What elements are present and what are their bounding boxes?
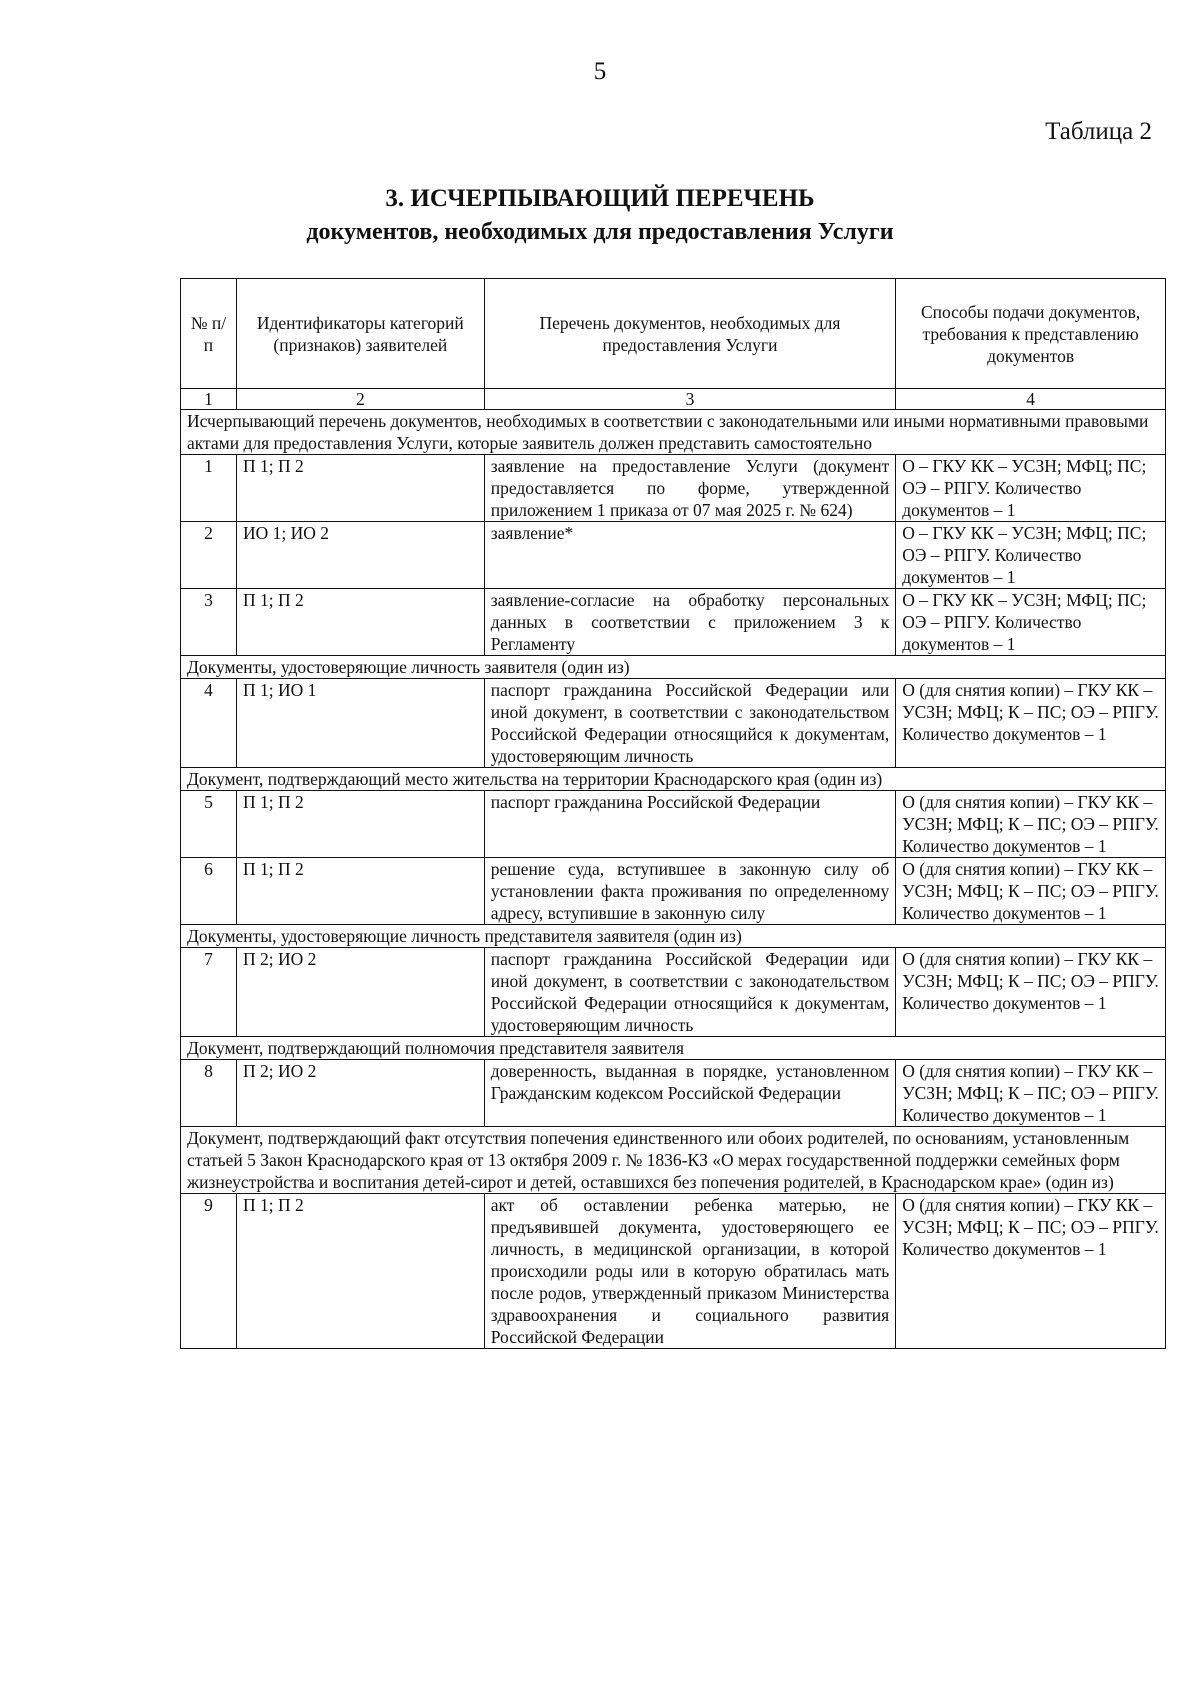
section-title: Исчерпывающий перечень документов, необходимых в соответствии с законодательными или иными нормативными правовыми актами для предоставления Услуги, которые заявитель должен представить самостоятельно xyxy=(181,410,1166,455)
row-category: П 1; П 2 xyxy=(236,455,484,522)
row-document: паспорт гражданина Российской Федерации иди иной документ, в соответствии с законодательством Российской Федерации относящийся к документам, удостоверяющим личность xyxy=(484,948,896,1037)
heading-title: 3. ИСЧЕРПЫВАЮЩИЙ ПЕРЕЧЕНЬ xyxy=(385,185,815,212)
row-document: решение суда, вступившее в законную силу об установлении факта проживания по определенному адресу, вступившие в законную силу xyxy=(484,858,896,925)
section-title: Документы, удостоверяющие личность заявителя (один из) xyxy=(181,656,1166,679)
row-method: О (для снятия копии) – ГКУ КК – УСЗН; МФЦ; К – ПС; ОЭ – РПГУ. Количество документов – 1 xyxy=(896,791,1166,858)
table-row xyxy=(181,589,1166,656)
row-method: О – ГКУ КК – УСЗН; МФЦ; ПС; ОЭ – РПГУ. Количество документов – 1 xyxy=(896,522,1166,589)
row-method: О (для снятия копии) – ГКУ КК – УСЗН; МФЦ; К – ПС; ОЭ – РПГУ. Количество документов – 1 xyxy=(896,1060,1166,1127)
row-method: О (для снятия копии) – ГКУ КК – УСЗН; МФЦ; К – ПС; ОЭ – РПГУ. Количество документов – 1 xyxy=(896,1194,1166,1349)
row-document: заявление* xyxy=(484,522,896,589)
row-num: 9 xyxy=(181,1194,237,1349)
row-category: П 1; П 2 xyxy=(236,791,484,858)
col-number: 3 xyxy=(484,389,896,410)
row-method: О – ГКУ КК – УСЗН; МФЦ; ПС; ОЭ – РПГУ. Количество документов – 1 xyxy=(896,589,1166,656)
table-row xyxy=(181,1194,1166,1349)
document-heading xyxy=(0,183,1200,249)
row-document: доверенность, выданная в порядке, установленном Гражданским кодексом Российской Федерации xyxy=(484,1060,896,1127)
row-category: ИО 1; ИО 2 xyxy=(236,522,484,589)
col-number: 4 xyxy=(896,389,1166,410)
row-num: 6 xyxy=(181,858,237,925)
row-category: П 1; П 2 xyxy=(236,589,484,656)
row-category: П 2; ИО 2 xyxy=(236,1060,484,1127)
column-numbers-row xyxy=(181,389,1166,410)
heading-subtitle: документов, необходимых для предоставления Услуги xyxy=(306,219,894,245)
table-row xyxy=(181,791,1166,858)
row-document: паспорт гражданина Российской Федерации xyxy=(484,791,896,858)
section-row xyxy=(181,410,1166,455)
row-num: 3 xyxy=(181,589,237,656)
section-row xyxy=(181,925,1166,948)
section-row xyxy=(181,656,1166,679)
header-category: Идентификаторы категорий (признаков) заявителей xyxy=(236,279,484,389)
section-title: Документы, удостоверяющие личность представителя заявителя (один из) xyxy=(181,925,1166,948)
header-documents: Перечень документов, необходимых для предоставления Услуги xyxy=(484,279,896,389)
row-num: 2 xyxy=(181,522,237,589)
row-num: 8 xyxy=(181,1060,237,1127)
table-row xyxy=(181,1060,1166,1127)
row-document: заявление-согласие на обработку персональных данных в соответствии с приложением 3 к Регламенту xyxy=(484,589,896,656)
row-category: П 1; П 2 xyxy=(236,858,484,925)
section-row xyxy=(181,1037,1166,1060)
row-method: О – ГКУ КК – УСЗН; МФЦ; ПС; ОЭ – РПГУ. Количество документов – 1 xyxy=(896,455,1166,522)
row-num: 1 xyxy=(181,455,237,522)
row-method: О (для снятия копии) – ГКУ КК – УСЗН; МФЦ; К – ПС; ОЭ – РПГУ. Количество документов – 1 xyxy=(896,948,1166,1037)
section-title: Документ, подтверждающий факт отсутствия попечения единственного или обоих родителей, по основаниям, установленным статьей 5 Закон Краснодарского края от 13 октября 2009 г. № 1836-КЗ «О мерах государственной поддержки семейных форм жизнеустройства и воспитания детей-сирот и детей, оставшихся без попечения родителей, в Краснодарском крае» (один из) xyxy=(181,1127,1166,1194)
table-row xyxy=(181,948,1166,1037)
col-number: 1 xyxy=(181,389,237,410)
table-row xyxy=(181,455,1166,522)
section-row xyxy=(181,1127,1166,1194)
table-row xyxy=(181,522,1166,589)
documents-table xyxy=(180,278,1166,1349)
section-row xyxy=(181,768,1166,791)
section-title: Документ, подтверждающий полномочия представителя заявителя xyxy=(181,1037,1166,1060)
row-document: акт об оставлении ребенка матерью, не предъявившей документа, удостоверяющего ее личность, в медицинской организации, в которой происходили роды или в которую обратилась мать после родов, утвержденный приказом Министерства здравоохранения и социального развития Российской Федерации xyxy=(484,1194,896,1349)
header-num: № п/п xyxy=(181,279,237,389)
row-method: О (для снятия копии) – ГКУ КК – УСЗН; МФЦ; К – ПС; ОЭ – РПГУ. Количество документов – 1 xyxy=(896,679,1166,768)
col-number: 2 xyxy=(236,389,484,410)
row-category: П 1; ИО 1 xyxy=(236,679,484,768)
row-num: 4 xyxy=(181,679,237,768)
header-row xyxy=(181,279,1166,389)
table-label: Таблица 2 xyxy=(1045,118,1152,145)
header-methods: Способы подачи документов, требования к представлению документов xyxy=(896,279,1166,389)
row-document: заявление на предоставление Услуги (документ предоставляется по форме, утвержденной приложением 1 приказа от 07 мая 2025 г. № 624) xyxy=(484,455,896,522)
table-row xyxy=(181,679,1166,768)
row-category: П 2; ИО 2 xyxy=(236,948,484,1037)
row-method: О (для снятия копии) – ГКУ КК – УСЗН; МФЦ; К – ПС; ОЭ – РПГУ. Количество документов – 1 xyxy=(896,858,1166,925)
row-num: 5 xyxy=(181,791,237,858)
row-category: П 1; П 2 xyxy=(236,1194,484,1349)
table-row xyxy=(181,858,1166,925)
row-document: паспорт гражданина Российской Федерации или иной документ, в соответствии с законодательством Российской Федерации относящийся к документам, удостоверяющим личность xyxy=(484,679,896,768)
section-title: Документ, подтверждающий место жительства на территории Краснодарского края (один из) xyxy=(181,768,1166,791)
page-number: 5 xyxy=(593,58,607,85)
row-num: 7 xyxy=(181,948,237,1037)
